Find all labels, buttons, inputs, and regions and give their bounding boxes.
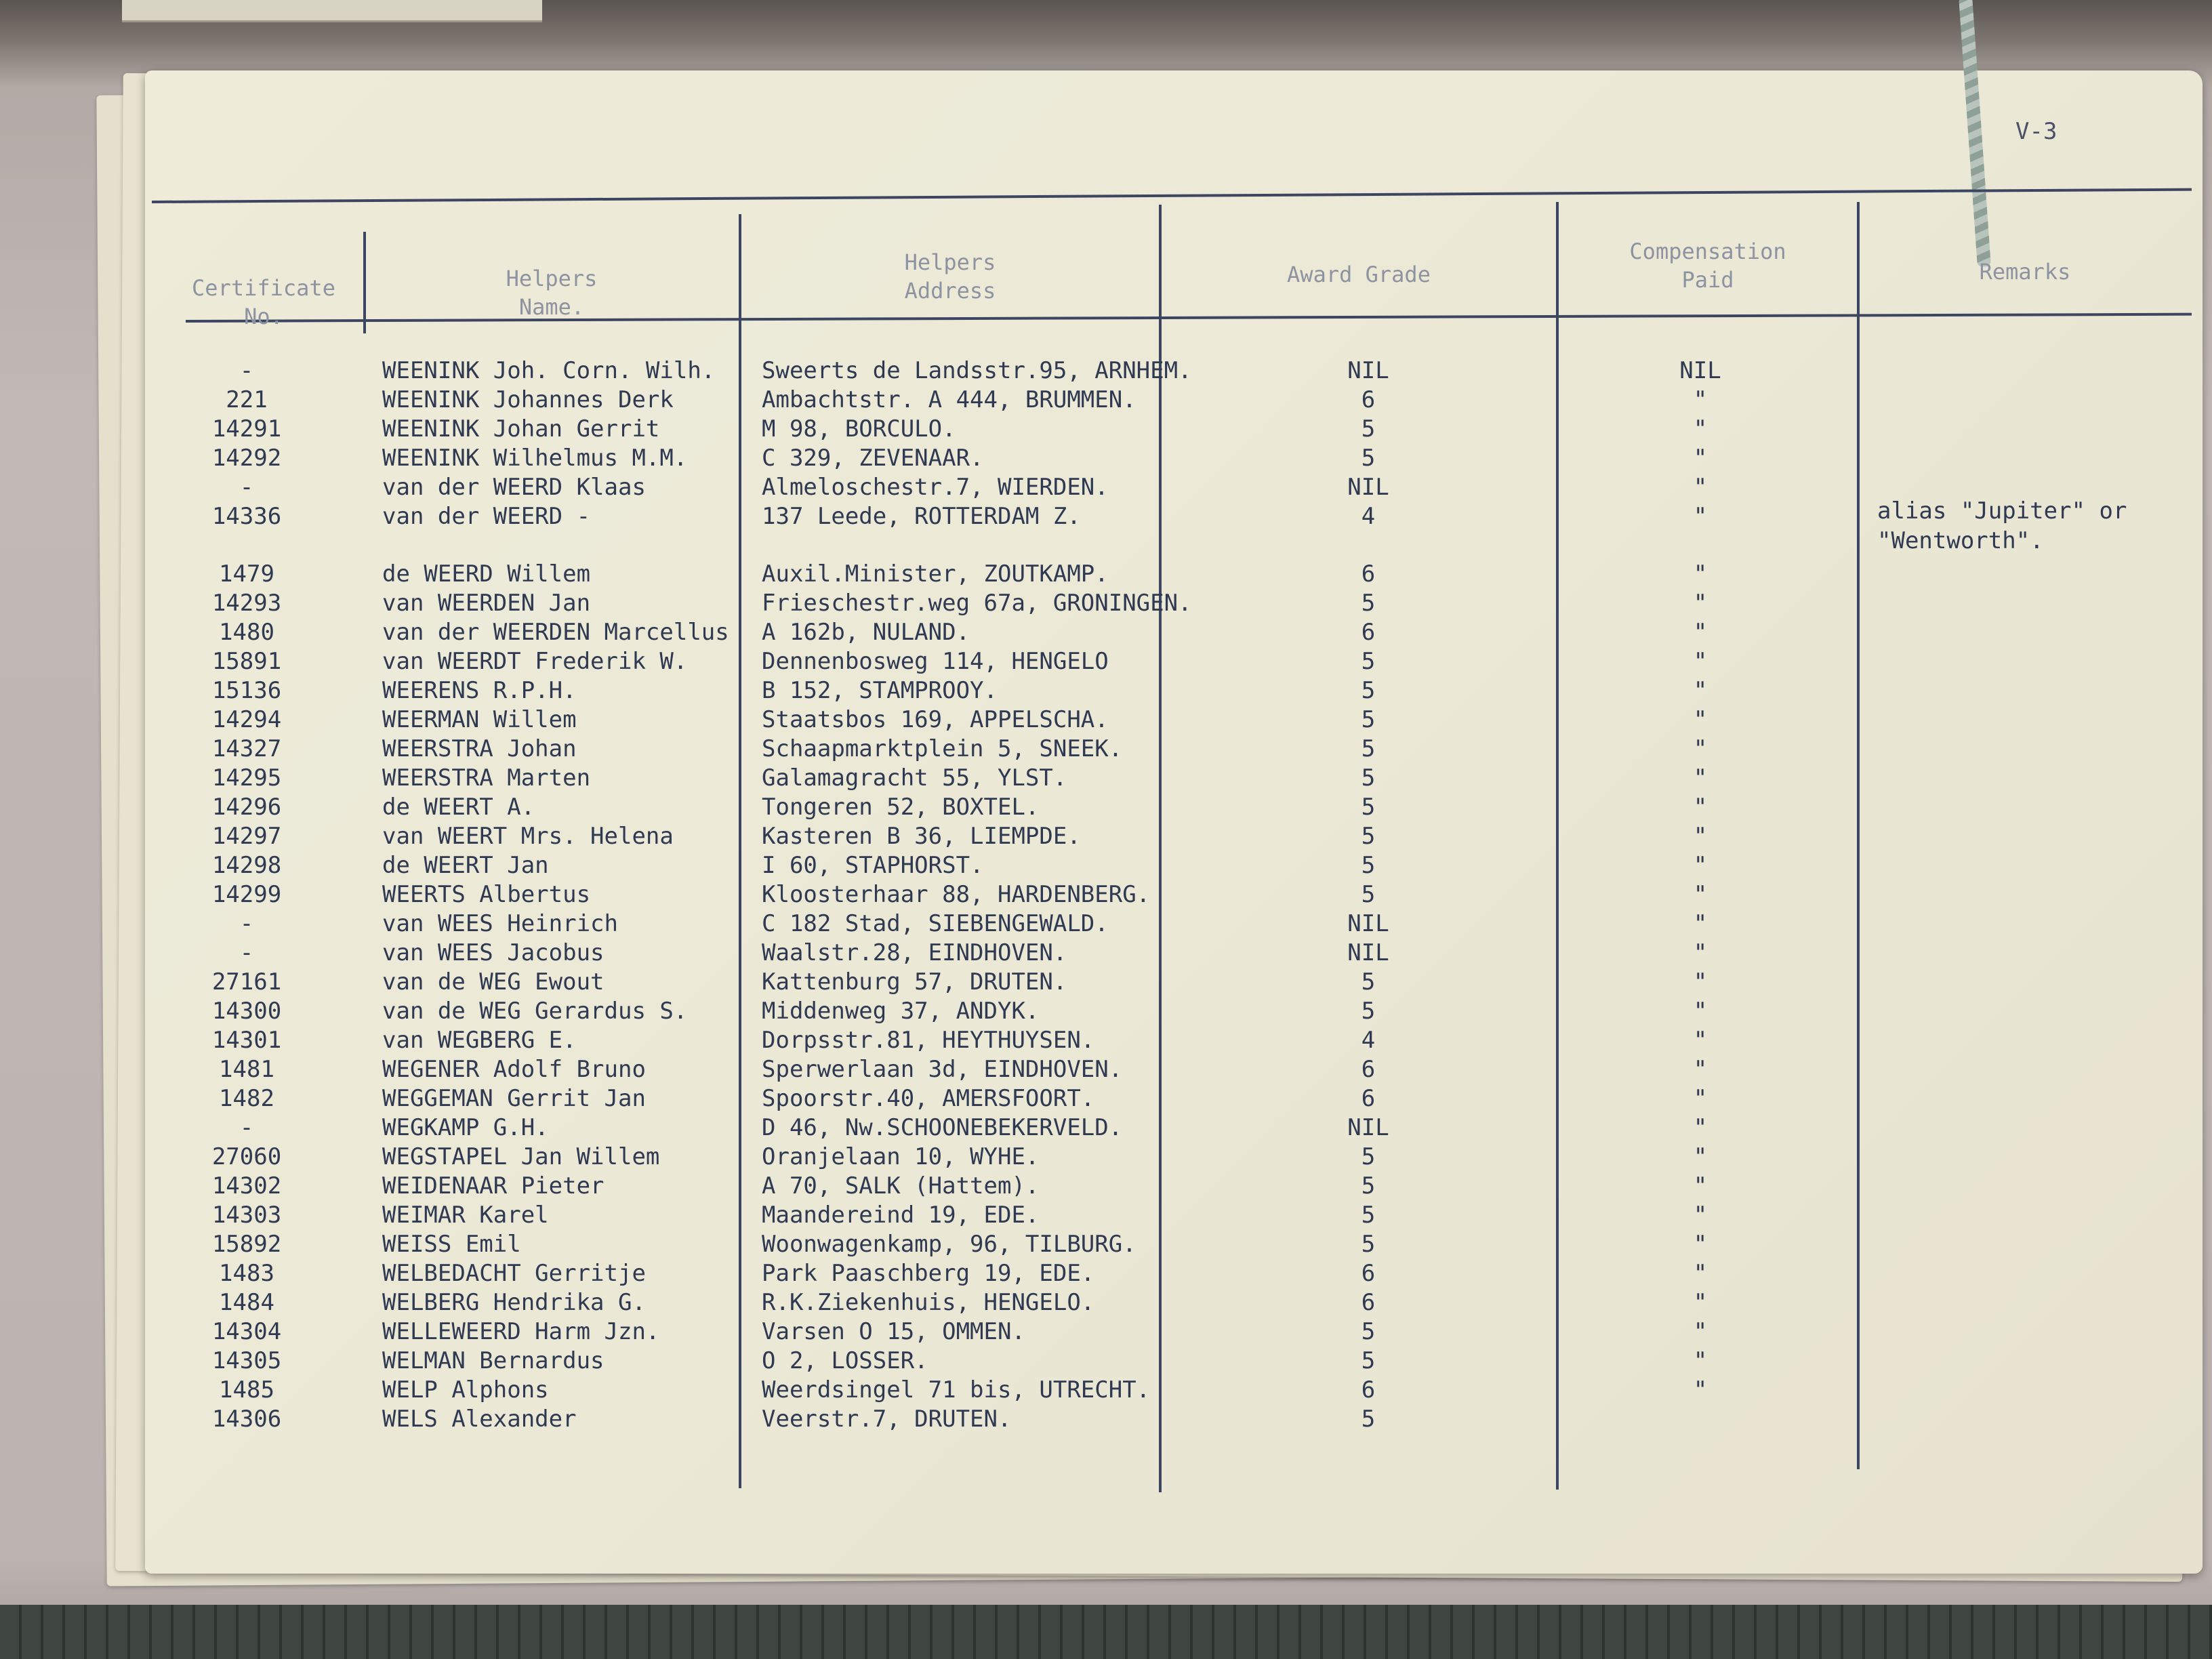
helper-name: WEENINK Johan Gerrit (382, 415, 660, 443)
helper-name: WEIMAR Karel (382, 1202, 549, 1229)
helper-name: WEERTS Albertus (382, 881, 591, 908)
helper-address: R.K.Ziekenhuis, HENGELO. (762, 1289, 1095, 1316)
certificate-no: 1480 (219, 619, 274, 646)
helper-address: A 70, SALK (Hattem). (762, 1172, 1040, 1200)
table-row (145, 1113, 2203, 1143)
helper-name: de WEERT Jan (382, 852, 549, 879)
helper-address: Veerstr.7, DRUTEN. (762, 1406, 1012, 1433)
award-grade: NIL (1347, 910, 1389, 937)
compensation-paid: " (1693, 1172, 1708, 1200)
compensation-paid: " (1693, 1114, 1708, 1141)
helper-address: Kattenburg 57, DRUTEN. (762, 968, 1067, 996)
compensation-paid: " (1693, 445, 1708, 472)
helper-name: van WEES Heinrich (382, 910, 618, 937)
certificate-no: - (239, 474, 254, 501)
compensation-paid: " (1693, 998, 1708, 1025)
certificate-no: 1481 (219, 1056, 274, 1083)
helper-address: C 182 Stad, SIEBENGEWALD. (762, 910, 1109, 937)
helper-address: Park Paaschberg 19, EDE. (762, 1260, 1095, 1287)
table-row (145, 647, 2203, 676)
helper-name: WELS Alexander (382, 1406, 577, 1433)
certificate-no: 14294 (211, 706, 282, 733)
table-row (145, 968, 2203, 997)
helper-address: Schaapmarktplein 5, SNEEK. (762, 735, 1123, 762)
award-grade: 6 (1361, 619, 1376, 646)
header-compensation: Compensation Paid (1629, 239, 1786, 293)
table-row (145, 1347, 2203, 1376)
certificate-no: 15136 (211, 677, 282, 704)
compensation-paid: " (1693, 968, 1708, 996)
award-grade: 6 (1361, 1056, 1376, 1083)
compensation-paid: " (1693, 706, 1708, 733)
compensation-paid: " (1693, 1085, 1708, 1112)
table-row (145, 1405, 2203, 1434)
certificate-no: 14292 (211, 445, 282, 472)
award-grade: 4 (1361, 1027, 1376, 1054)
helper-name: WELBERG Hendrika G. (382, 1289, 646, 1316)
compensation-paid: " (1693, 1318, 1708, 1345)
table-row (145, 851, 2203, 880)
award-grade: 6 (1361, 386, 1376, 413)
award-grade: 4 (1361, 503, 1376, 530)
table-row (145, 1143, 2203, 1172)
certificate-no: 14296 (211, 794, 282, 821)
helper-address: O 2, LOSSER. (762, 1347, 928, 1374)
certificate-no: 14327 (211, 735, 282, 762)
table-row (145, 1172, 2203, 1201)
helper-address: I 60, STAPHORST. (762, 852, 984, 879)
helper-name: van WEERT Mrs. Helena (382, 823, 674, 850)
helper-name: WEERSTRA Johan (382, 735, 577, 762)
certificate-no: 14302 (211, 1172, 282, 1200)
helper-address: Waalstr.28, EINDHOVEN. (762, 939, 1067, 966)
page-reference: V-3 (2015, 118, 2057, 145)
compensation-paid: " (1693, 560, 1708, 588)
helper-address: Kloosterhaar 88, HARDENBERG. (762, 881, 1151, 908)
table-row (145, 1259, 2203, 1288)
certificate-no: 14305 (211, 1347, 282, 1374)
award-grade: 6 (1361, 560, 1376, 588)
header-top-rule (152, 188, 2192, 203)
helper-name: WELLEWEERD Harm Jzn. (382, 1318, 660, 1345)
certificate-no: 221 (226, 386, 268, 413)
helper-name: WEENINK Wilhelmus M.M. (382, 445, 688, 472)
certificate-no: 14303 (211, 1202, 282, 1229)
helper-address: A 162b, NULAND. (762, 619, 970, 646)
compensation-paid: " (1693, 648, 1708, 675)
award-grade: 5 (1361, 1347, 1376, 1374)
award-grade: 6 (1361, 1376, 1376, 1404)
certificate-no: 14301 (211, 1027, 282, 1054)
table-row (145, 1288, 2203, 1317)
award-grade: 5 (1361, 1318, 1376, 1345)
column-divider (363, 232, 366, 333)
award-grade: 5 (1361, 794, 1376, 821)
award-grade: 5 (1361, 590, 1376, 617)
table-row (145, 1026, 2203, 1055)
helper-address: B 152, STAMPROOY. (762, 677, 998, 704)
compensation-paid: " (1693, 1056, 1708, 1083)
helper-address: Maandereind 19, EDE. (762, 1202, 1040, 1229)
header-certificate: Certificate No. (192, 275, 335, 329)
certificate-no: 14304 (211, 1318, 282, 1345)
award-grade: 5 (1361, 706, 1376, 733)
compensation-paid: " (1693, 1376, 1708, 1404)
helper-address: Kasteren B 36, LIEMPDE. (762, 823, 1081, 850)
table-row (145, 793, 2203, 822)
compensation-paid: " (1693, 823, 1708, 850)
table-row (145, 880, 2203, 909)
compensation-paid: " (1693, 939, 1708, 966)
certificate-no: 1483 (219, 1260, 274, 1287)
certificate-no: 1479 (219, 560, 274, 588)
compensation-paid: " (1693, 1260, 1708, 1287)
helper-name: de WEERT A. (382, 794, 535, 821)
helper-name: van WEERDEN Jan (382, 590, 591, 617)
award-grade: 5 (1361, 823, 1376, 850)
compensation-paid: " (1693, 386, 1708, 413)
table-row (145, 444, 2203, 473)
helper-address: 137 Leede, ROTTERDAM Z. (762, 503, 1081, 530)
helper-address: M 98, BORCULO. (762, 415, 956, 443)
award-grade: 5 (1361, 735, 1376, 762)
helper-address: Almeloschestr.7, WIERDEN. (762, 474, 1109, 501)
award-grade: NIL (1347, 357, 1389, 384)
certificate-no: 14295 (211, 764, 282, 792)
helper-address: Auxil.Minister, ZOUTKAMP. (762, 560, 1109, 588)
award-grade: 5 (1361, 445, 1376, 472)
table-row (145, 822, 2203, 851)
table-row (145, 415, 2203, 444)
helper-name: WELBEDACHT Gerritje (382, 1260, 646, 1287)
helper-address: Middenweg 37, ANDYK. (762, 998, 1040, 1025)
award-grade: 5 (1361, 881, 1376, 908)
helper-name: van der WEERDEN Marcellus (382, 619, 729, 646)
binding-string (1959, 0, 1991, 267)
certificate-no: 14336 (211, 503, 282, 530)
table-row (145, 560, 2203, 589)
certificate-no: 15891 (211, 648, 282, 675)
table-row (145, 939, 2203, 968)
compensation-paid: " (1693, 852, 1708, 879)
certificate-no: 14306 (211, 1406, 282, 1433)
background-card (122, 0, 542, 22)
certificate-no: 14291 (211, 415, 282, 443)
helper-address: Galamagracht 55, YLST. (762, 764, 1067, 792)
compensation-paid: " (1693, 503, 1708, 530)
cutting-mat (0, 1605, 2212, 1659)
table-row (145, 909, 2203, 939)
compensation-paid: " (1693, 1202, 1708, 1229)
helper-address: Woonwagenkamp, 96, TILBURG. (762, 1231, 1136, 1258)
helper-name: van WEES Jacobus (382, 939, 605, 966)
table-row (145, 1055, 2203, 1084)
helper-name: van WEGBERG E. (382, 1027, 577, 1054)
certificate-no: - (239, 1114, 254, 1141)
helper-name: van der WEERD Klaas (382, 474, 646, 501)
helper-address: Sperwerlaan 3d, EINDHOVEN. (762, 1056, 1123, 1083)
certificate-no: - (239, 939, 254, 966)
helper-address: Oranjelaan 10, WYHE. (762, 1143, 1040, 1170)
award-grade: 5 (1361, 415, 1376, 443)
helper-name: WEGENER Adolf Bruno (382, 1056, 646, 1083)
helper-address: Tongeren 52, BOXTEL. (762, 794, 1040, 821)
helper-name: WEENINK Joh. Corn. Wilh. (382, 357, 716, 384)
compensation-paid: " (1693, 1289, 1708, 1316)
helper-name: WEERMAN Willem (382, 706, 577, 733)
table-row (145, 705, 2203, 735)
table-row (145, 1201, 2203, 1230)
compensation-paid: " (1693, 910, 1708, 937)
helper-address: Ambachtstr. A 444, BRUMMEN. (762, 386, 1136, 413)
compensation-paid: " (1693, 735, 1708, 762)
helpers-register-sheet (145, 70, 2203, 1574)
helper-address: Sweerts de Landsstr.95, ARNHEM. (762, 357, 1192, 384)
header-award-grade: Award Grade (1287, 262, 1431, 287)
helper-name: de WEERD Willem (382, 560, 591, 588)
certificate-no: 15892 (211, 1231, 282, 1258)
award-grade: 6 (1361, 1260, 1376, 1287)
award-grade: NIL (1347, 474, 1389, 501)
award-grade: 5 (1361, 648, 1376, 675)
helper-name: WEGSTAPEL Jan Willem (382, 1143, 660, 1170)
compensation-paid: " (1693, 619, 1708, 646)
certificate-no: 14299 (211, 881, 282, 908)
table-row (145, 386, 2203, 415)
compensation-paid: " (1693, 474, 1708, 501)
certificate-no: 14298 (211, 852, 282, 879)
helper-name: WELP Alphons (382, 1376, 549, 1404)
helper-address: Dennenbosweg 114, HENGELO (762, 648, 1109, 675)
certificate-no: 27161 (211, 968, 282, 996)
header-address: Helpers Address (904, 249, 996, 304)
compensation-paid: " (1693, 1347, 1708, 1374)
table-row (145, 356, 2203, 386)
award-grade: 6 (1361, 1289, 1376, 1316)
award-grade: 5 (1361, 1231, 1376, 1258)
helper-name: WEGGEMAN Gerrit Jan (382, 1085, 646, 1112)
compensation-paid: " (1693, 1143, 1708, 1170)
award-grade: 5 (1361, 852, 1376, 879)
helper-name: van der WEERD - (382, 503, 591, 530)
helper-address: Weerdsingel 71 bis, UTRECHT. (762, 1376, 1151, 1404)
compensation-paid: NIL (1679, 357, 1721, 384)
award-grade: NIL (1347, 939, 1389, 966)
helper-address: Dorpsstr.81, HEYTHUYSEN. (762, 1027, 1095, 1054)
helper-name: WEIDENAAR Pieter (382, 1172, 605, 1200)
helper-name: WEERENS R.P.H. (382, 677, 577, 704)
certificate-no: 1482 (219, 1085, 274, 1112)
table-row (145, 618, 2203, 647)
table-row (145, 589, 2203, 618)
table-row (145, 1230, 2203, 1259)
certificate-no: 14293 (211, 590, 282, 617)
compensation-paid: " (1693, 794, 1708, 821)
award-grade: 5 (1361, 968, 1376, 996)
compensation-paid: " (1693, 677, 1708, 704)
table-row (145, 1317, 2203, 1347)
award-grade: 5 (1361, 998, 1376, 1025)
compensation-paid: " (1693, 881, 1708, 908)
helper-address: Staatsbos 169, APPELSCHA. (762, 706, 1109, 733)
helper-address: Varsen O 15, OMMEN. (762, 1318, 1025, 1345)
helper-name: WELMAN Bernardus (382, 1347, 605, 1374)
helper-name: WEENINK Johannes Derk (382, 386, 674, 413)
table-row (145, 735, 2203, 764)
certificate-no: 1485 (219, 1376, 274, 1404)
award-grade: 5 (1361, 1172, 1376, 1200)
helper-name: WEISS Emil (382, 1231, 521, 1258)
certificate-no: - (239, 910, 254, 937)
certificate-no: 14297 (211, 823, 282, 850)
certificate-no: - (239, 357, 254, 384)
table-row (145, 1376, 2203, 1405)
table-row (145, 676, 2203, 705)
award-grade: 5 (1361, 764, 1376, 792)
table-row (145, 997, 2203, 1026)
helper-name: van WEERDT Frederik W. (382, 648, 688, 675)
header-remarks: Remarks (1979, 259, 2071, 285)
remark-alias: alias "Jupiter" or "Wentworth". (1877, 497, 2127, 554)
helper-name: WEGKAMP G.H. (382, 1114, 549, 1141)
helper-address: D 46, Nw.SCHOONEBEKERVELD. (762, 1114, 1123, 1141)
compensation-paid: " (1693, 415, 1708, 443)
compensation-paid: " (1693, 1027, 1708, 1054)
compensation-paid: " (1693, 590, 1708, 617)
compensation-paid: " (1693, 764, 1708, 792)
table-row (145, 1084, 2203, 1113)
helper-name: van de WEG Gerardus S. (382, 998, 688, 1025)
award-grade: 5 (1361, 1202, 1376, 1229)
certificate-no: 27060 (211, 1143, 282, 1170)
helper-address: Spoorstr.40, AMERSFOORT. (762, 1085, 1095, 1112)
certificate-no: 1484 (219, 1289, 274, 1316)
award-grade: 6 (1361, 1085, 1376, 1112)
helper-address: Frieschestr.weg 67a, GRONINGEN. (762, 590, 1192, 617)
award-grade: NIL (1347, 1114, 1389, 1141)
award-grade: 5 (1361, 1406, 1376, 1433)
helper-name: WEERSTRA Marten (382, 764, 591, 792)
certificate-no: 14300 (211, 998, 282, 1025)
award-grade: 5 (1361, 1143, 1376, 1170)
header-name: Helpers Name. (506, 266, 598, 320)
helper-address: C 329, ZEVENAAR. (762, 445, 984, 472)
compensation-paid: " (1693, 1231, 1708, 1258)
table-row (145, 764, 2203, 793)
helper-name: van de WEG Ewout (382, 968, 605, 996)
award-grade: 5 (1361, 677, 1376, 704)
